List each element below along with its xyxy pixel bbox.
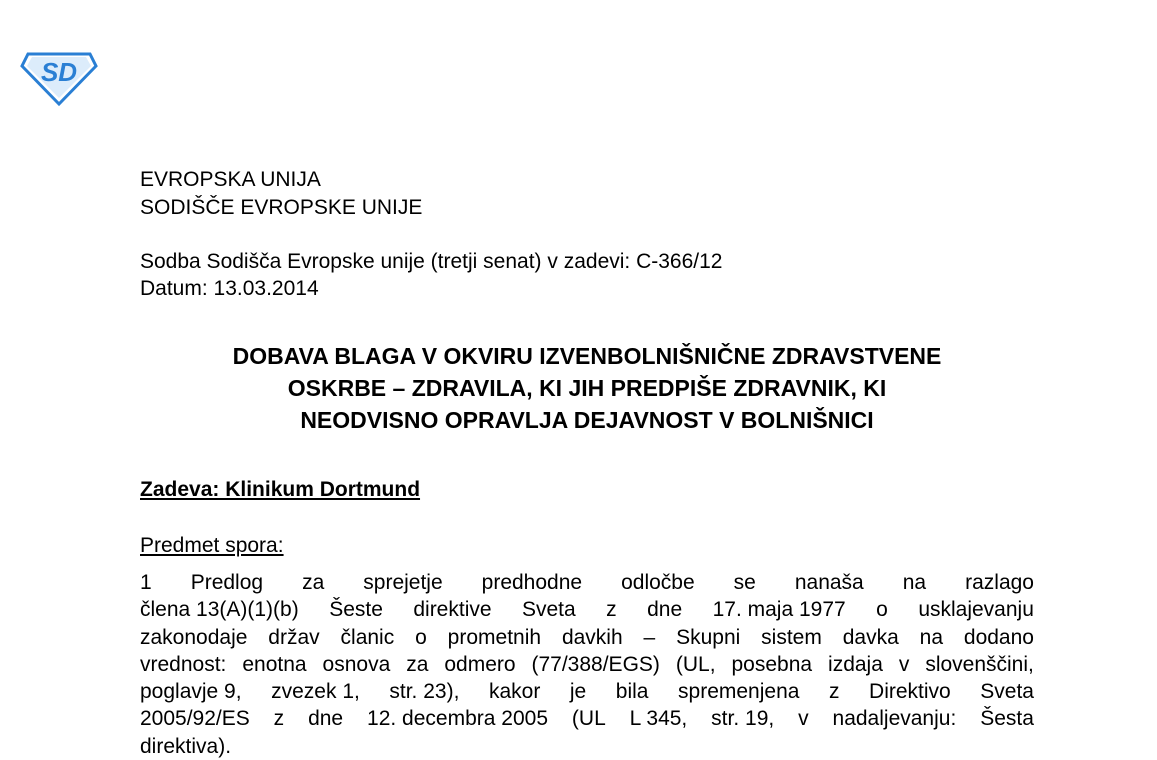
paragraph-word: dodano [963,625,1034,649]
paragraph-word: usklajevanju [918,598,1034,622]
header-court: SODIŠČE EVROPSKE UNIJE [140,196,423,219]
paragraph-line [140,624,1034,651]
paragraph-word: predhodne [481,571,583,594]
paragraph-word: v [798,707,809,731]
paragraph-word: zvezek 1, [271,680,360,704]
paragraph-word: za [302,571,325,594]
paragraph-word: nadaljevanju: [832,707,957,731]
paragraph-word: za [406,652,429,676]
subject-heading: Zadeva: Klinikum Dortmund [140,478,421,501]
paragraph-word: članic [340,625,395,649]
paragraph-word: Sveta [522,598,576,622]
paragraph-word: (UL [571,707,606,731]
paragraph-word: z [828,680,840,704]
paragraph-word: Skupni [676,625,741,649]
paragraph-word: L 345, [629,707,688,731]
paragraph-word: odločbe [621,571,695,594]
paragraph-word: enotna [242,652,307,676]
paragraph-word: je [569,680,587,704]
paragraph-word: osnova [322,652,391,676]
paragraph-word: nanaša [794,571,864,594]
paragraph-line [140,733,1034,760]
paragraph-line [140,705,1034,732]
paragraph-word: davka [842,625,899,649]
paragraph-word: z [273,707,285,731]
paragraph-word: držav [268,625,320,649]
paragraph-word: (77/388/EGS) [531,652,660,676]
paragraph-word: o [876,598,888,622]
paragraph-word: Predlog [190,571,264,594]
paragraph-line [140,569,1034,596]
paragraph-word: str. 19, [711,707,775,731]
header-eu: EVROPSKA UNIJA [140,168,321,191]
paragraph-word: Sveta [980,680,1034,704]
title-line: NEODVISNO OPRAVLJA DEJAVNOST V BOLNIŠNICI [300,407,874,433]
dispute-heading: Predmet spora: [140,534,284,557]
paragraph-word: sistem [761,625,822,649]
paragraph-word: Šesta [980,707,1034,731]
paragraph-word: kakor [488,680,541,704]
paragraph-word: 2005/92/ES [140,707,250,731]
diamond-logo-icon [22,48,96,106]
paragraph-word: vrednost: [140,652,227,676]
paragraph-word: posebna [731,652,813,676]
paragraph-word: str. 23), [389,680,460,704]
paragraph-word: dne [647,598,683,622]
paragraph-word: o [415,625,427,649]
title-line: OSKRBE – ZDRAVILA, KI JIH PREDPIŠE ZDRAVNIK, KI [287,375,887,401]
case-reference: Sodba Sodišča Evropske unije (tretji senat) v zadevi: C-366/12 [140,250,723,273]
paragraph-word: razlago [965,571,1034,594]
paragraph-word: z [606,598,617,622]
paragraph-word: – [643,625,656,649]
paragraph-word: na [902,571,927,594]
case-date: Datum: 13.03.2014 [140,277,319,300]
paragraph-word: sprejetje [363,571,443,594]
paragraph-word: Direktivo [869,680,951,704]
paragraph-word: 12. decembra 2005 [367,707,548,731]
paragraph-word: direktive [413,598,492,622]
paragraph-word: direktiva). [140,734,232,758]
paragraph-word: dne [308,707,344,731]
paragraph-word: 17. maja 1977 [712,598,846,622]
paragraph-word: se [733,571,756,594]
paragraph-line [140,651,1034,678]
paragraph-word: na [919,625,944,649]
document-title [140,340,1034,436]
paragraph-word: zakonodaje [140,625,248,649]
paragraph-line [140,596,1034,623]
paragraph-word: v [898,652,910,676]
paragraph-word: člena 13(A)(1)(b) [140,598,299,622]
paragraph-word: davkih [561,625,623,649]
paragraph-word: Šeste [329,598,383,622]
paragraph-word: bila [615,680,649,704]
paragraph-word: izdaja [828,652,883,676]
paragraph-1 [140,569,1034,760]
paragraph-word: poglavje 9, [140,680,242,704]
paragraph-word: (UL, [675,652,716,676]
paragraph-word: slovenščini, [925,652,1034,676]
title-line: DOBAVA BLAGA V OKVIRU IZVENBOLNIŠNIČNE ZDRAVSTVENE [232,343,942,369]
paragraph-line [140,678,1034,705]
logo-letters: SD [40,57,78,87]
paragraph-word: prometnih [447,625,542,649]
paragraph-word: 1 [140,571,152,594]
paragraph-word: spremenjena [678,680,800,704]
paragraph-word: odmero [444,652,516,676]
